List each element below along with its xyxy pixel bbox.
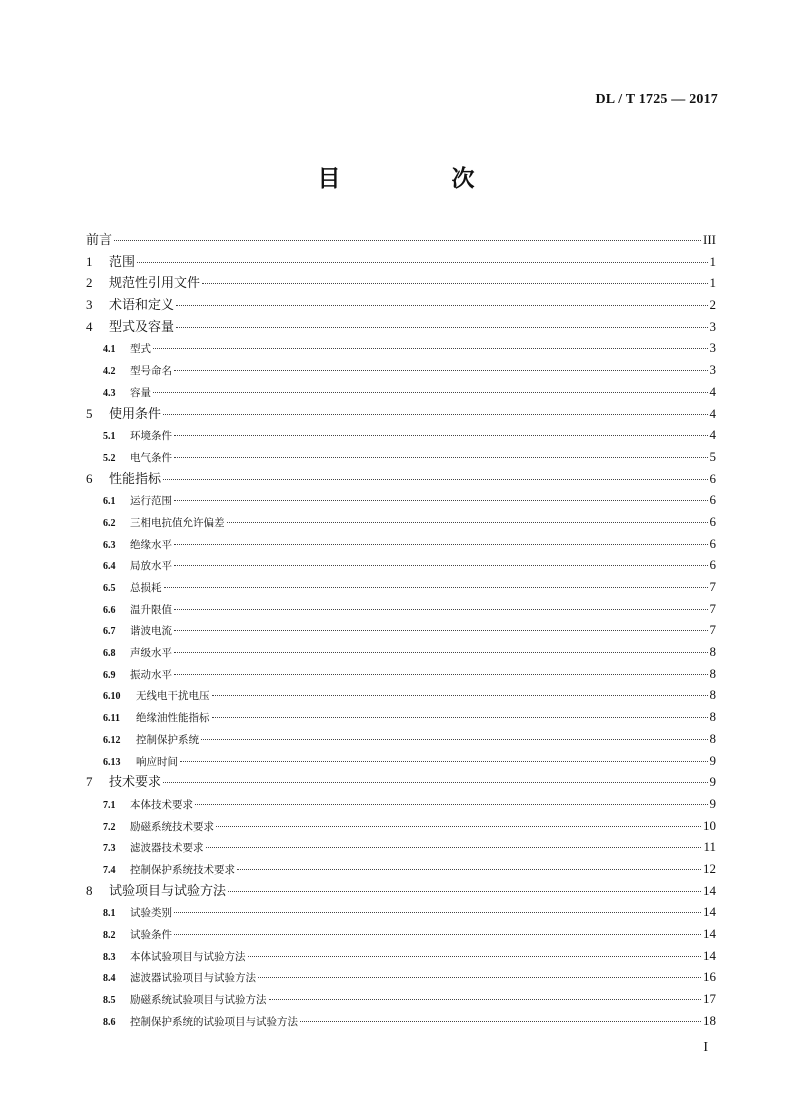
dot-leader (153, 392, 708, 393)
dot-leader (202, 283, 707, 284)
dot-leader (164, 587, 708, 588)
dot-leader (176, 327, 707, 328)
toc-entry-page: 3 (709, 362, 716, 378)
standard-code: DL / T 1725 — 2017 (595, 92, 718, 107)
toc-entry[interactable] (86, 815, 716, 837)
toc-entry[interactable] (86, 424, 716, 446)
toc-entry-title: 控制保护系统 (136, 733, 199, 746)
toc-entry-number: 2 (86, 275, 93, 291)
toc-entry-title: 控制保护系统技术要求 (130, 863, 235, 876)
toc-entry-number: 4.3 (103, 387, 116, 399)
toc-entry-number: 6.8 (103, 648, 116, 660)
toc-entry[interactable] (86, 988, 716, 1010)
toc-entry-number: 1 (86, 253, 93, 269)
toc-entry[interactable] (86, 858, 716, 880)
toc-entry-number: 6.9 (103, 669, 116, 681)
dot-leader (212, 717, 708, 718)
toc-entry-title: 无线电干扰电压 (136, 690, 210, 703)
toc-entry-page: 18 (703, 1012, 716, 1028)
toc-entry-title: 温升限值 (130, 603, 172, 616)
toc-entry-page: 1 (709, 253, 716, 269)
dot-leader (248, 956, 702, 957)
toc-entry-number: 7.1 (103, 799, 116, 811)
dot-leader (174, 565, 708, 566)
toc-entry[interactable] (86, 554, 716, 576)
dot-leader (174, 435, 708, 436)
toc-entry-title: 滤波器技术要求 (130, 842, 204, 855)
toc-entry-page: 9 (709, 774, 716, 790)
toc-entry-title: 规范性引用文件 (109, 276, 201, 292)
toc-entry-page: 7 (709, 600, 716, 616)
toc-entry-number: 7.2 (103, 821, 116, 833)
toc-entry-title: 型式及容量 (109, 319, 175, 335)
toc-entry[interactable] (86, 641, 716, 663)
toc-entry-page: 2 (709, 297, 716, 313)
toc-entry-number: 8.3 (103, 951, 116, 963)
toc-entry-page: 10 (703, 817, 716, 833)
toc-entry[interactable] (86, 923, 716, 945)
toc-entry-title: 范围 (109, 254, 136, 270)
toc-entry-page: 5 (709, 448, 716, 464)
toc-entry-page: 14 (703, 947, 716, 963)
dot-leader (216, 826, 701, 827)
toc-entry-page: 6 (709, 535, 716, 551)
toc-entry-number: 7.4 (103, 864, 116, 876)
toc-entry-title: 声级水平 (130, 647, 172, 660)
dot-leader (174, 544, 708, 545)
toc-entry-number: 6.2 (103, 517, 116, 529)
toc-entry[interactable] (86, 728, 716, 750)
toc-entry-page: 14 (703, 926, 716, 941)
dot-leader (180, 761, 708, 762)
toc-entry-title: 型式 (130, 343, 151, 356)
toc-entry[interactable] (86, 511, 716, 533)
toc-entry-title: 术语和定义 (109, 298, 175, 314)
toc-entry-page: 6 (709, 557, 716, 573)
dot-leader (174, 370, 708, 371)
dot-leader (174, 674, 708, 675)
toc-entry-number: 7 (86, 774, 93, 790)
toc-entry-title: 响应时间 (136, 755, 178, 768)
toc-entry-title: 试验项目与试验方法 (109, 883, 227, 899)
toc-entry[interactable] (86, 229, 716, 251)
toc-entry[interactable] (86, 619, 716, 641)
toc-entry-page: 12 (703, 860, 716, 876)
toc-entry-title: 三相电抗值允许偏差 (130, 516, 225, 529)
dot-leader (201, 739, 708, 740)
toc-entry[interactable] (86, 359, 716, 381)
toc-entry-page: 3 (709, 318, 716, 334)
dot-leader (114, 240, 701, 241)
toc-entry-number: 5.2 (103, 452, 116, 464)
toc-entry-title: 使用条件 (109, 406, 162, 422)
toc-entry[interactable] (86, 533, 716, 555)
toc-entry-title: 绝缘水平 (130, 538, 172, 551)
dot-leader (228, 891, 701, 892)
toc-entry-number: 6.11 (103, 713, 120, 725)
toc-entry-title: 总损耗 (130, 582, 162, 594)
dot-leader (174, 652, 708, 653)
toc-entry-number: 8 (86, 882, 93, 898)
dot-leader (206, 847, 702, 848)
toc-entry-number: 4.1 (103, 344, 116, 356)
page-number: I (703, 1040, 708, 1055)
toc-entry[interactable] (86, 294, 716, 316)
page-title: 目 次 (317, 166, 519, 192)
toc-entry-title: 励磁系统技术要求 (130, 820, 214, 833)
toc-entry-page: 7 (709, 579, 716, 594)
toc-entry-page: 4 (709, 427, 716, 443)
toc-entry-number: 8.6 (103, 1016, 116, 1028)
toc-entry-number: 4.2 (103, 366, 116, 378)
toc-entry[interactable] (86, 663, 716, 685)
dot-leader (174, 609, 708, 610)
toc-entry-number: 6.1 (103, 496, 116, 508)
toc-entry[interactable] (86, 337, 716, 359)
toc-entry[interactable] (86, 251, 716, 273)
dot-leader (174, 457, 708, 458)
toc-entry-page: 3 (709, 340, 716, 356)
table-of-contents (86, 229, 716, 1031)
toc-entry-title: 试验类别 (130, 907, 172, 920)
dot-leader (237, 869, 701, 870)
dot-leader (174, 912, 701, 913)
toc-entry-page: 8 (709, 665, 716, 681)
toc-entry-page: 7 (709, 622, 716, 638)
toc-entry-number: 3 (86, 297, 93, 313)
toc-entry-number: 5 (86, 405, 93, 421)
toc-entry[interactable] (86, 468, 716, 490)
toc-entry[interactable] (86, 576, 716, 598)
toc-entry-number: 8.1 (103, 908, 116, 920)
toc-entry-page: 9 (709, 795, 716, 811)
toc-entry-title: 试验条件 (130, 929, 172, 941)
toc-entry[interactable] (86, 316, 716, 338)
toc-entry-page: 6 (709, 470, 716, 486)
toc-entry-page: 14 (703, 904, 716, 920)
toc-entry[interactable] (86, 598, 716, 620)
toc-entry[interactable] (86, 272, 716, 294)
toc-entry-number: 6.6 (103, 604, 116, 616)
toc-entry-title: 励磁系统试验项目与试验方法 (130, 994, 267, 1007)
toc-entry[interactable] (86, 489, 716, 511)
toc-entry-title: 控制保护系统的试验项目与试验方法 (130, 1015, 298, 1028)
dot-leader (174, 630, 708, 631)
toc-entry[interactable] (86, 403, 716, 425)
dot-leader (174, 500, 708, 501)
toc-entry-page: 8 (709, 687, 716, 703)
toc-entry-page: 16 (703, 969, 716, 985)
toc-entry-title: 环境条件 (130, 430, 172, 443)
toc-entry[interactable] (86, 446, 716, 468)
toc-entry-title: 性能指标 (109, 471, 162, 487)
toc-entry-number: 6.13 (103, 756, 121, 768)
dot-leader (153, 348, 708, 349)
toc-entry-page: 6 (709, 492, 716, 508)
toc-entry[interactable] (86, 750, 716, 772)
toc-entry-number: 8.5 (103, 995, 116, 1007)
toc-entry-number: 6.4 (103, 561, 116, 573)
toc-entry-title: 本体试验项目与试验方法 (130, 950, 246, 963)
dot-leader (163, 782, 707, 783)
toc-entry-page: 4 (709, 383, 716, 399)
toc-entry[interactable] (86, 771, 716, 793)
dot-leader (137, 262, 707, 263)
toc-entry[interactable] (86, 793, 716, 815)
toc-entry[interactable] (86, 1010, 716, 1032)
toc-entry-title: 本体技术要求 (130, 798, 193, 811)
toc-entry[interactable] (86, 706, 716, 728)
toc-entry-page: 9 (709, 752, 716, 768)
toc-entry[interactable] (86, 945, 716, 967)
toc-entry-number: 8.4 (103, 973, 116, 985)
toc-entry-page: 17 (703, 991, 716, 1007)
dot-leader (258, 977, 701, 978)
toc-entry-page: 11 (703, 839, 716, 855)
dot-leader (163, 479, 707, 480)
toc-entry-page: III (703, 232, 716, 247)
toc-entry[interactable] (86, 880, 716, 902)
toc-entry[interactable] (86, 966, 716, 988)
toc-entry-title: 运行范围 (130, 495, 172, 508)
toc-entry-page: 8 (709, 644, 716, 660)
toc-entry-title: 局放水平 (130, 560, 172, 573)
toc-entry[interactable] (86, 381, 716, 403)
toc-entry-number: 6.10 (103, 691, 121, 703)
dot-leader (174, 934, 701, 935)
toc-entry-page: 4 (709, 405, 716, 421)
toc-entry-number: 6.3 (103, 539, 116, 551)
toc-entry-page: 14 (703, 882, 716, 898)
toc-entry[interactable] (86, 901, 716, 923)
toc-entry-number: 8.2 (103, 930, 116, 941)
toc-entry-title: 前言 (86, 233, 113, 248)
toc-entry-title: 技术要求 (109, 775, 162, 791)
toc-entry-number: 6 (86, 470, 93, 486)
toc-entry-title: 绝缘油性能指标 (136, 712, 210, 725)
toc-entry-number: 4 (86, 318, 93, 334)
toc-entry-page: 8 (709, 709, 716, 725)
toc-entry-number: 6.5 (103, 583, 116, 594)
dot-leader (163, 414, 707, 415)
toc-entry-page: 8 (709, 730, 716, 746)
toc-entry-page: 1 (709, 275, 716, 291)
toc-entry-number: 5.1 (103, 431, 116, 443)
toc-entry-title: 谐波电流 (130, 625, 172, 638)
toc-entry-title: 电气条件 (130, 451, 172, 464)
toc-entry-number: 6.12 (103, 734, 121, 746)
toc-entry-title: 滤波器试验项目与试验方法 (130, 972, 256, 985)
dot-leader (195, 804, 708, 805)
dot-leader (176, 305, 707, 306)
toc-entry-number: 7.3 (103, 843, 116, 855)
toc-entry-number: 6.7 (103, 626, 116, 638)
toc-entry[interactable] (86, 684, 716, 706)
toc-entry[interactable] (86, 836, 716, 858)
dot-leader (269, 999, 702, 1000)
toc-entry-page: 6 (709, 513, 716, 529)
dot-leader (212, 695, 708, 696)
dot-leader (227, 522, 708, 523)
dot-leader (300, 1021, 701, 1022)
toc-entry-title: 振动水平 (130, 668, 172, 681)
toc-entry-title: 容量 (130, 386, 151, 399)
toc-entry-title: 型号命名 (130, 365, 172, 378)
